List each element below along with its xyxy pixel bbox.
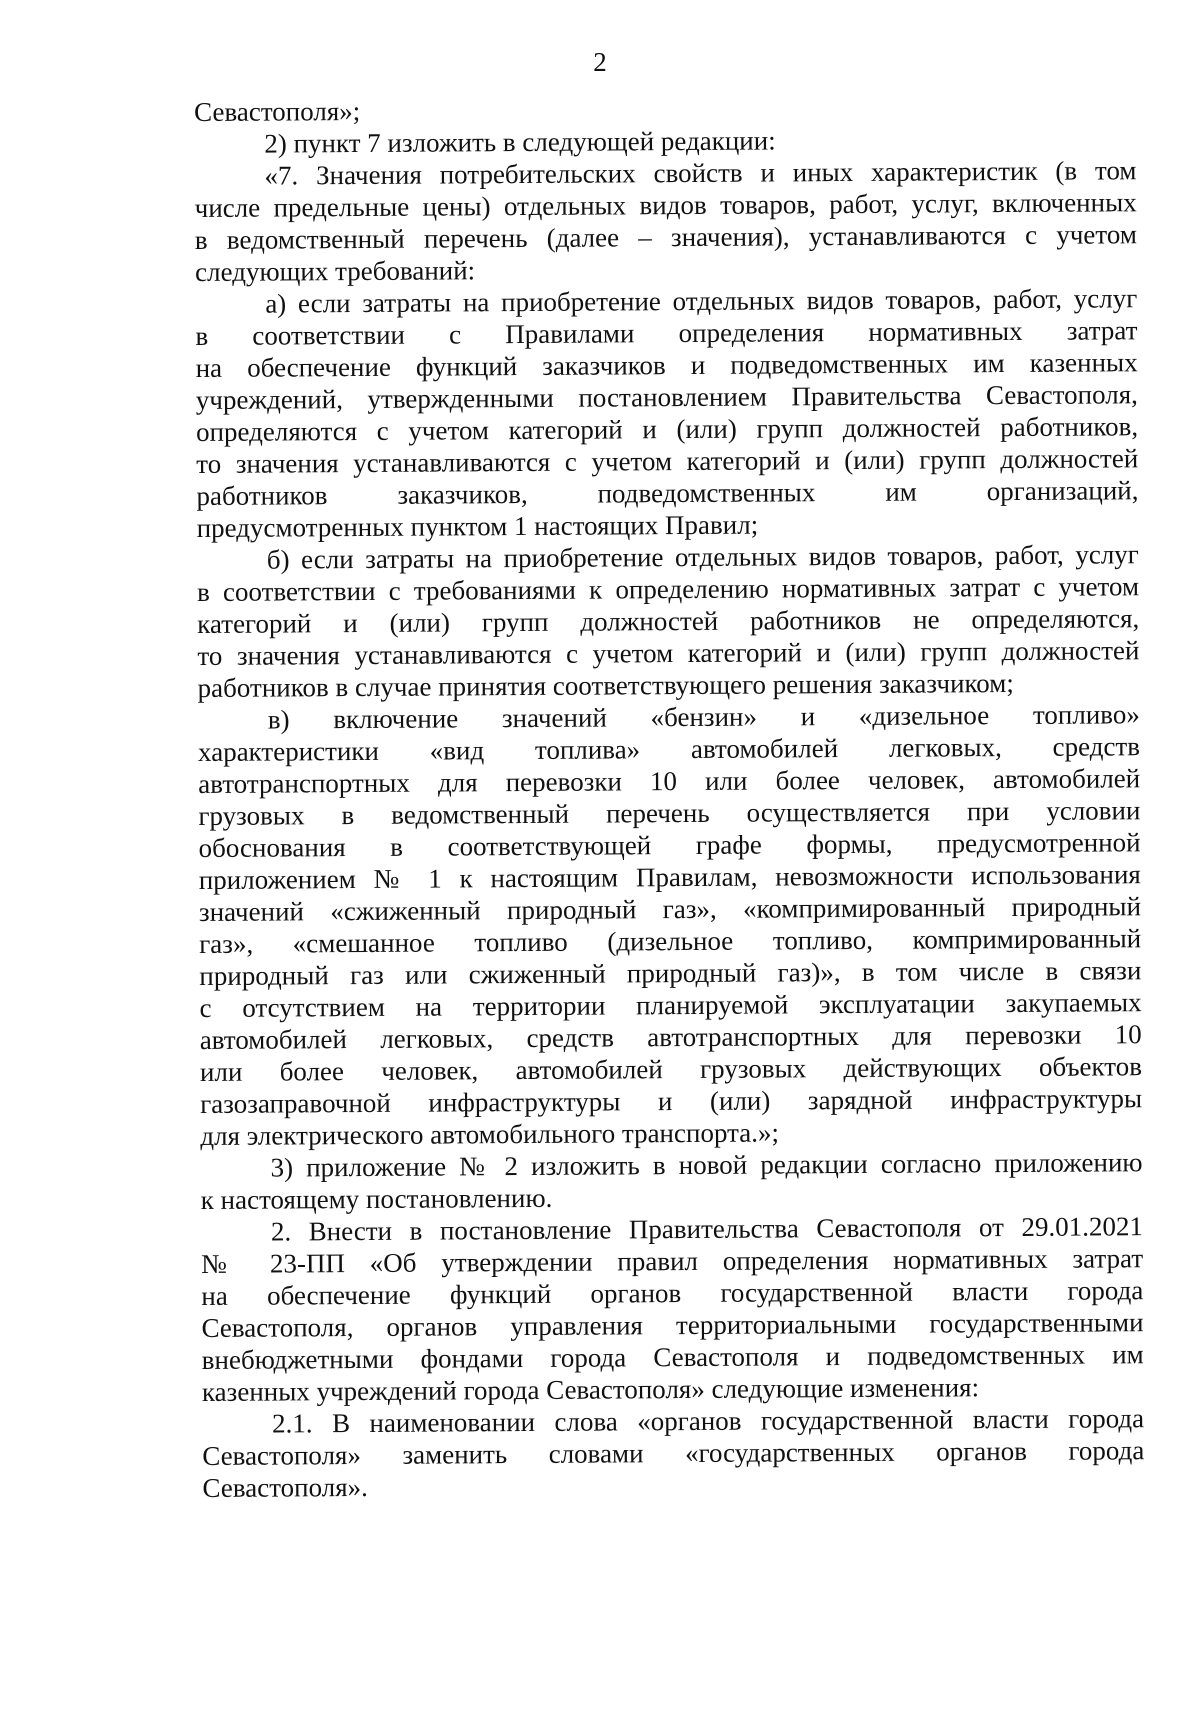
text-line: предусмотренных пунктом 1 настоящих Правил; [196, 509, 759, 543]
text-line: в ведомственный перечень (далее – значения), устанавливаются с учетом [194, 219, 1137, 255]
text-line: автомобилей легковых, средств автотранспортных для перевозки 10 [199, 1019, 1142, 1055]
document-body [194, 90, 1145, 1504]
text-line: внебюджетными фондами города Севастополя и подведомственных им [201, 1339, 1144, 1375]
text-line: приложением № 1 к настоящим Правилам, невозможности использования [198, 859, 1141, 895]
text-line: на обеспечение функций заказчиков и подведомственных им казенных [195, 347, 1138, 383]
text-line: в) включение значений «бензин» и «дизельное топливо» [267, 699, 1140, 735]
text-line: газ», «смешанное топливо (дизельное топливо, компримированный [199, 923, 1142, 959]
text-line: значений «сжиженный природный газ», «компримированный природный [198, 891, 1142, 927]
text-line: 3) приложение № 2 изложить в новой редакции согласно приложению [270, 1147, 1143, 1183]
text-line: следующих требований: [194, 255, 476, 287]
text-line: работников в случае принятия соответствующего решения заказчиком; [197, 668, 1014, 703]
text-line: 2) пункт 7 изложить в следующей редакции: [264, 125, 776, 159]
text-line: № 23-ПП «Об утверждении правил определения нормативных затрат [201, 1243, 1144, 1279]
text-line: то значения устанавливаются с учетом категорий и (или) групп должностей [197, 635, 1140, 671]
text-line: или более человек, автомобилей грузовых действующих объектов [199, 1051, 1143, 1087]
text-line: категорий и (или) групп должностей работников не определяются, [197, 603, 1140, 639]
text-line: к настоящему постановлению. [200, 1182, 553, 1215]
text-line: учреждений, утвержденными постановлением Правительства Севастополя, [195, 379, 1138, 415]
text-line: газозаправочной инфраструктуры и (или) зарядной инфраструктуры [200, 1083, 1143, 1119]
text-line: автотранспортных для перевозки 10 или более человек, автомобилей [198, 763, 1141, 799]
text-line: числе предельные цены) отдельных видов товаров, работ, услуг, включенных [194, 187, 1137, 223]
text-line: Севастополя»; [194, 95, 361, 127]
page-number: 2 [593, 47, 607, 77]
text-line: б) если затраты на приобретение отдельных видов товаров, работ, услуг [266, 539, 1139, 575]
text-line: Севастополя» заменить словами «государственных органов города [202, 1435, 1145, 1471]
text-line: 2.1. В наименовании слова «органов государственной власти города [272, 1403, 1145, 1439]
text-line: на обеспечение функций органов государственной власти города [201, 1275, 1144, 1311]
text-line: для электрического автомобильного транспорта.»; [200, 1117, 779, 1151]
text-line: характеристики «вид топлива» автомобилей легковых, средств [197, 731, 1141, 767]
text-line: грузовых в ведомственный перечень осуществляется при условии [198, 795, 1141, 831]
text-line: в соответствии с Правилами определения нормативных затрат [195, 315, 1138, 351]
text-line: «7. Значения потребительских свойств и иных характеристик (в том [264, 155, 1137, 191]
text-line: Севастополя, органов управления территориальными государственными [201, 1307, 1144, 1343]
text-line: казенных учреждений города Севастополя» следующие изменения: [201, 1372, 980, 1407]
text-line: определяются с учетом категорий и (или) групп должностей работников, [195, 411, 1139, 447]
text-line: природный газ или сжиженный природный газ)», в том числе в связи [199, 955, 1142, 991]
text-line: то значения устанавливаются с учетом категорий и (или) групп должностей [196, 443, 1139, 479]
text-line: работников заказчиков, подведомственных им организаций, [196, 475, 1139, 511]
text-line: с отсутствием на территории планируемой эксплуатации закупаемых [199, 987, 1142, 1023]
text-line: в соответствии с требованиями к определению нормативных затрат с учетом [196, 571, 1140, 607]
text-line: а) если затраты на приобретение отдельных видов товаров, работ, услуг [265, 283, 1138, 319]
text-line: Севастополя». [202, 1471, 368, 1503]
text-line: обоснования в соответствующей графе формы, предусмотренной [198, 827, 1141, 863]
text-line: 2. Внести в постановление Правительства Севастополя от 29.01.2021 [270, 1211, 1144, 1247]
